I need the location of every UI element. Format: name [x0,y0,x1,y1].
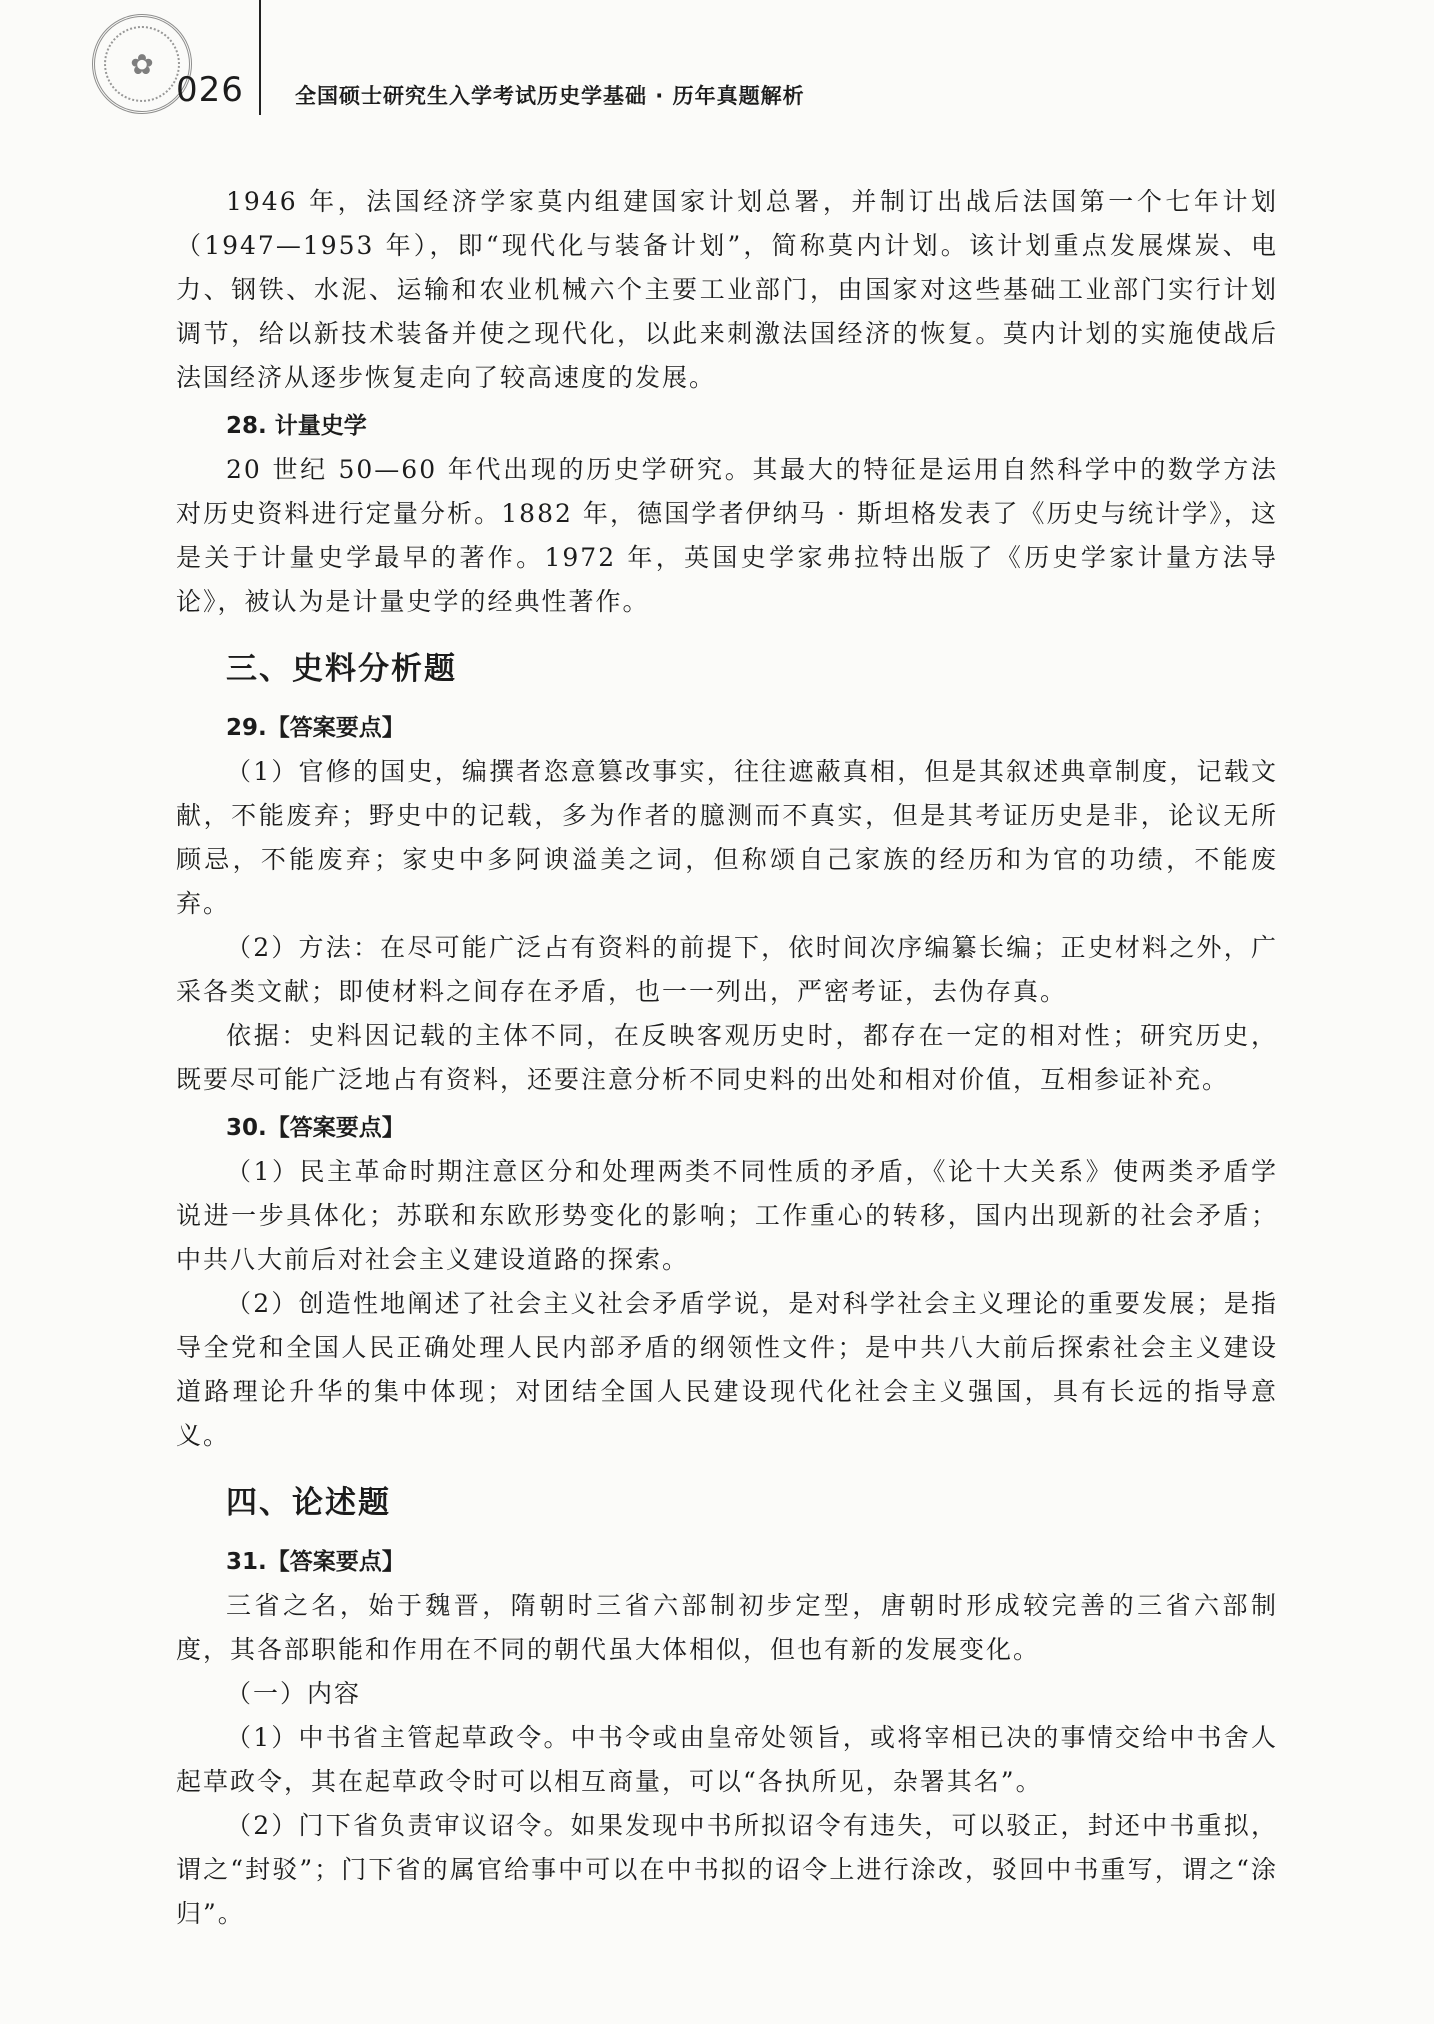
paragraph: 依据：史料因记载的主体不同，在反映客观历史时，都存在一定的相对性；研究历史，既要尽可能广泛地占有资料，还要注意分析不同史料的出处和相对价值，互相参证补充。 [176,1021,1278,1094]
page-body [176,180,1278,1936]
header-divider [259,0,261,115]
paragraph: 20 世纪 50—60 年代出现的历史学研究。其最大的特征是运用自然科学中的数学方法对历史资料进行定量分析。1882 年，德国学者伊纳马 · 斯坦格发表了《历史与统计学》，这是关于计量史学最早的著作。1972 年，英国史学家弗拉特出版了《历史学家计量方法导论》，被认为是计量史学的经典性著作。 [176,455,1278,616]
running-title: 全国硕士研究生入学考试历史学基础 · 历年真题解析 [295,84,805,108]
paragraph: （一）内容 [226,1679,362,1708]
item-heading: 30.【答案要点】 [226,1115,405,1141]
paragraph: （2）创造性地阐述了社会主义社会矛盾学说，是对科学社会主义理论的重要发展；是指导全党和全国人民正确处理人民内部矛盾的纲领性文件；是中共八大前后探索社会主义建设道路理论升华的集中体现；对团结全国人民建设现代化社会主义强国，具有长远的指导意义。 [176,1289,1278,1450]
section-heading: 三、史料分析题 [226,651,457,687]
paragraph: （2）门下省负责审议诏令。如果发现中书所拟诏令有违失，可以驳正，封还中书重拟，谓之“封驳”；门下省的属官给事中可以在中书拟的诏令上进行涂改，驳回中书重写，谓之“涂归”。 [176,1811,1278,1928]
item-heading: 31.【答案要点】 [226,1549,405,1575]
item-heading: 28. 计量史学 [226,413,367,439]
item-heading: 29.【答案要点】 [226,715,405,741]
page-number: 026 [176,70,244,110]
paragraph: （1）中书省主管起草政令。中书令或由皇帝处领旨，或将宰相已决的事情交给中书舍人起草政令，其在起草政令时可以相互商量，可以“各执所见，杂署其名”。 [176,1723,1278,1796]
paragraph: 三省之名，始于魏晋，隋朝时三省六部制初步定型，唐朝时形成较完善的三省六部制度，其各部职能和作用在不同的朝代虽大体相似，但也有新的发展变化。 [176,1591,1278,1664]
page-header [0,0,1434,130]
paragraph: （2）方法：在尽可能广泛占有资料的前提下，依时间次序编纂长编；正史材料之外，广采各类文献；即使材料之间存在矛盾，也一一列出，严密考证，去伪存真。 [176,933,1278,1006]
paragraph: （1）民主革命时期注意区分和处理两类不同性质的矛盾，《论十大关系》使两类矛盾学说进一步具体化；苏联和东欧形势变化的影响；工作重心的转移，国内出现新的社会矛盾；中共八大前后对社会主义建设道路的探索。 [176,1157,1278,1274]
paragraph: （1）官修的国史，编撰者恣意篡改事实，往往遮蔽真相，但是其叙述典章制度，记载文献，不能废弃；野史中的记载，多为作者的臆测而不真实，但是其考证历史是非，论议无所顾忌，不能废弃；家史中多阿谀溢美之词，但称颂自己家族的经历和为官的功绩，不能废弃。 [176,757,1278,918]
section-heading: 四、论述题 [226,1485,391,1521]
paragraph: 1946 年，法国经济学家莫内组建国家计划总署，并制订出战后法国第一个七年计划（1947—1953 年），即“现代化与装备计划”，简称莫内计划。该计划重点发展煤炭、电力、钢铁、水泥、运输和农业机械六个主要工业部门，由国家对这些基础工业部门实行计划调节，给以新技术装备并使之现代化，以此来刺激法国经济的恢复。莫内计划的实施使战后法国经济从逐步恢复走向了较高速度的发展。 [176,187,1278,392]
stamp-center-icon: ✿ [104,26,180,102]
